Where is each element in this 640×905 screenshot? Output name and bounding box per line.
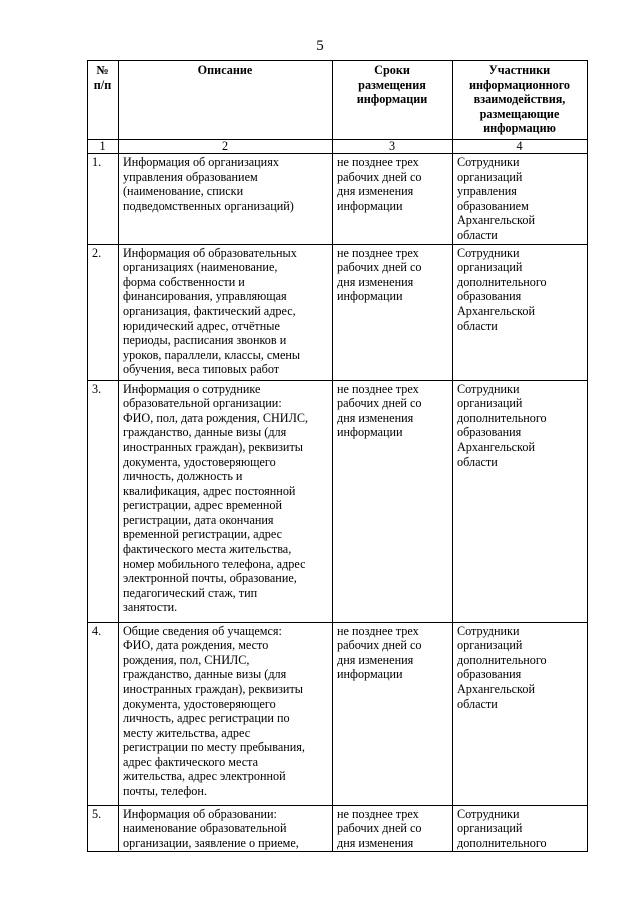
row-description: Информация об организациях управления образованием (наименование, списки подведомственных организаций) xyxy=(119,153,333,244)
header-deadline: Сроки размещения информации xyxy=(333,61,453,140)
row-participants: Сотрудники организаций управления образованием Архангельской области xyxy=(453,153,588,244)
information-table xyxy=(87,60,588,852)
row-participants: Сотрудники организаций дополнительного xyxy=(453,805,588,852)
column-number: 3 xyxy=(333,139,453,153)
column-number: 2 xyxy=(119,139,333,153)
row-participants: Сотрудники организаций дополнительного образования Архангельской области xyxy=(453,380,588,622)
row-deadline: не позднее трех рабочих дней со дня изменения информации xyxy=(333,622,453,805)
column-number: 4 xyxy=(453,139,588,153)
row-number: 1. xyxy=(88,153,119,244)
table-row xyxy=(88,244,588,380)
row-participants: Сотрудники организаций дополнительного образования Архангельской области xyxy=(453,622,588,805)
row-description: Общие сведения об учащемся: ФИО, дата рождения, место рождения, пол, СНИЛС, гражданство, данные визы (для иностранных граждан), реквизиты документа, удостоверяющего личность, адрес регистрации по месту жительства, адрес регистрации по месту пребывания, адрес фактического места жительства, адрес электронной почты, телефон. xyxy=(119,622,333,805)
row-participants: Сотрудники организаций дополнительного образования Архангельской области xyxy=(453,244,588,380)
column-number: 1 xyxy=(88,139,119,153)
row-deadline: не позднее трех рабочих дней со дня изменения информации xyxy=(333,380,453,622)
table-row xyxy=(88,805,588,852)
row-number: 3. xyxy=(88,380,119,622)
row-description: Информация об образовании: наименование образовательной организации, заявление о приеме, xyxy=(119,805,333,852)
row-number: 4. xyxy=(88,622,119,805)
header-participants: Участники информационного взаимодействия, размещающие информацию xyxy=(453,61,588,140)
table-row xyxy=(88,153,588,244)
table-row xyxy=(88,622,588,805)
row-number: 5. xyxy=(88,805,119,852)
column-number-row xyxy=(88,139,588,153)
table-row xyxy=(88,380,588,622)
row-description: Информация об образовательных организациях (наименование, форма собственности и финансирования, управляющая организация, фактический адрес, юридический адрес, отчётные периоды, расписания звонков и уроков, параллели, классы, смены обучения, веса типовых работ xyxy=(119,244,333,380)
row-deadline: не позднее трех рабочих дней со дня изменения информации xyxy=(333,244,453,380)
row-deadline: не позднее трех рабочих дней со дня изменения xyxy=(333,805,453,852)
header-description: Описание xyxy=(119,61,333,140)
header-number: № п/п xyxy=(88,61,119,140)
row-number: 2. xyxy=(88,244,119,380)
table-header-row xyxy=(88,61,588,140)
row-description: Информация о сотруднике образовательной организации: ФИО, пол, дата рождения, СНИЛС, гражданство, данные визы (для иностранных граждан), реквизиты документа, удостоверяющего личность, должность и квалификация, адрес постоянной регистрации, адрес временной регистрации, дата окончания временной регистрации, адрес фактического места жительства, номер мобильного телефона, адрес электронной почты, образование, педагогический стаж, тип занятости. xyxy=(119,380,333,622)
page-number: 5 xyxy=(316,38,324,54)
row-deadline: не позднее трех рабочих дней со дня изменения информации xyxy=(333,153,453,244)
